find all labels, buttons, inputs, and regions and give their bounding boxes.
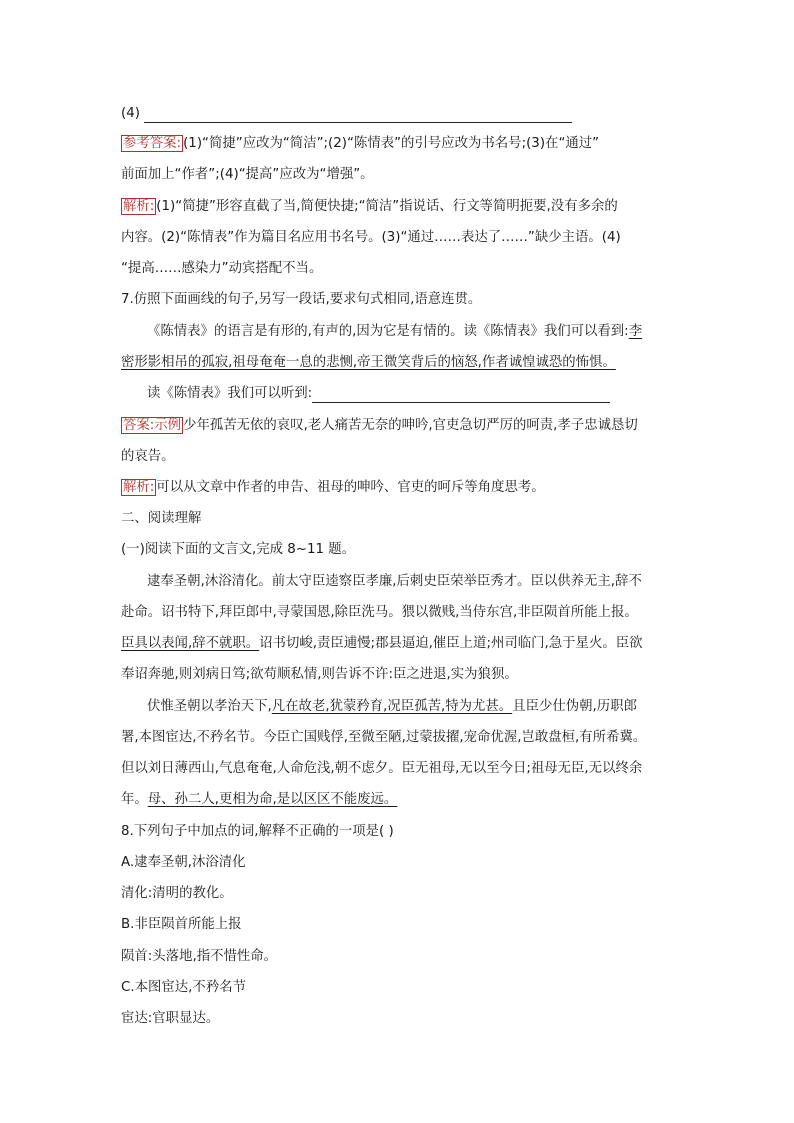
explanation-2-line	[121, 479, 545, 497]
passage-underlined-1: 臣具以表闻,辞不就职。	[121, 636, 260, 651]
option-a: A.逮奉圣朝,沐浴清化	[121, 855, 246, 870]
answer-2-tag: 答案:示例	[123, 418, 182, 433]
q7-prompt: 读《陈情表》我们可以听到:	[147, 386, 313, 401]
passage-underlined-3: 母、孙二人,更相为命,是以区区不能废远。	[147, 792, 398, 807]
answer-text-2: 前面加上“作者”;(4)“提高”应改为“增强”。	[121, 167, 374, 182]
explanation-line-3	[121, 260, 322, 278]
q7-text: 《陈情表》的语言是有形的,有声的,因为它是有情的。读《陈情表》我们可以看到:	[147, 324, 629, 339]
answer-line-2	[121, 166, 374, 184]
item-4-label: (4)	[121, 106, 140, 121]
subsection-1-title: (一)阅读下面的文言文,完成 8~11 题。	[121, 542, 356, 557]
explanation-2-tag: 解析:	[123, 480, 155, 495]
question-7-para-3	[147, 385, 610, 403]
option-b: B.非臣陨首所能上报	[121, 917, 242, 932]
question-7-stem: 7.仿照下面画线的句子,另写一段话,要求句式相同,语意连贯。	[121, 292, 482, 307]
answer-tag: 参考答案:	[123, 136, 182, 151]
passage-text-8: 年。	[121, 792, 148, 807]
passage-line-4: 奉诏奔驰,则刘病日笃;欲苟顺私情,则告诉不许:臣之进退,实为狼狈。	[121, 667, 518, 682]
passage-text-3: 诏书切峻,责臣逋慢;郡县逼迫,催臣上道;州司临门,急于星火。臣欲	[259, 636, 643, 651]
answer-2-text-2: 的哀告。	[121, 449, 175, 464]
question-7-para-2	[121, 354, 616, 372]
answer-line-1	[121, 135, 599, 153]
item-4-line	[121, 105, 572, 123]
question-7-para-1	[147, 323, 642, 341]
q7-underlined-sentence: 密形影相吊的孤寂,祖母奄奄一息的悲恻,帝王微笑背后的恼怒,作者诚惶诚恐的怖惧。	[121, 355, 616, 370]
explanation-text-3: “提高……感染力”动宾搭配不当。	[121, 261, 323, 276]
explanation-2-text: 可以从文章中作者的申告、祖母的呻吟、官吏的呵斥等角度思考。	[156, 480, 545, 495]
passage-line-5	[147, 698, 637, 716]
explanation-text-2: 内容。(2)“陈情表”作为篇目名应用书名号。(3)“通过……表达了……”缺少主语。(4)	[121, 230, 621, 245]
explanation-tag: 解析:	[123, 199, 155, 214]
answer-2-line-1	[121, 417, 638, 435]
passage-line-3	[121, 635, 643, 653]
passage-line-7: 但以刘日薄西山,气息奄奄,人命危浅,朝不虑夕。臣无祖母,无以至今日;祖母无臣,无以终余	[121, 761, 643, 776]
passage-line-6: 署,本图宦达,不矜名节。今臣亡国贱俘,至微至陋,过蒙拔擢,宠命优渥,岂敢盘桓,有所希冀。	[121, 730, 647, 745]
explanation-line-1	[121, 198, 618, 216]
question-8-stem: 8.下列句子中加点的词,解释不正确的一项是( )	[121, 824, 394, 839]
option-b-explanation: 陨首:头落地,指不惜性命。	[121, 949, 278, 964]
option-c-explanation: 宦达:官职显达。	[121, 1011, 220, 1026]
section-2-title: 二、阅读理解	[121, 511, 202, 526]
answer-blank	[144, 110, 572, 123]
passage-text-5a: 伏惟圣朝以孝治天下,	[147, 699, 272, 714]
explanation-text-1: (1)“简捷”形容直截了当,简便快捷;“简洁”指说话、行文等简明扼要,没有多余的	[156, 199, 618, 214]
q7-underlined-start: 李	[628, 324, 643, 339]
option-a-explanation: 清化:清明的教化。	[121, 886, 233, 901]
passage-line-1: 逮奉圣朝,沐浴清化。前太守臣逵察臣孝廉,后刺史臣荣举臣秀才。臣以供养无主,辞不	[147, 574, 642, 589]
answer-text-1: (1)“简捷”应改为“简洁”;(2)“陈情表”的引号应改为书名号;(3)在“通过”	[183, 136, 600, 151]
passage-line-8	[121, 791, 397, 809]
passage-underlined-2: 凡在故老,犹蒙矜育,况臣孤苦,特为尤甚。	[271, 699, 513, 714]
option-c: C.本图宦达,不矜名节	[121, 980, 246, 995]
passage-line-2: 赴命。诏书特下,拜臣郎中,寻蒙国恩,除臣洗马。猥以微贱,当侍东宫,非臣陨首所能上报。	[121, 605, 638, 620]
answer-2-line-2	[121, 448, 175, 466]
passage-text-5b: 且臣少仕伪朝,历职郎	[512, 699, 637, 714]
explanation-line-2	[121, 229, 621, 247]
q7-answer-blank	[312, 390, 610, 403]
answer-2-text-1: 少年孤苦无依的哀叹,老人痛苦无奈的呻吟,官吏急切严厉的呵责,孝子忠诚恳切	[183, 418, 638, 433]
